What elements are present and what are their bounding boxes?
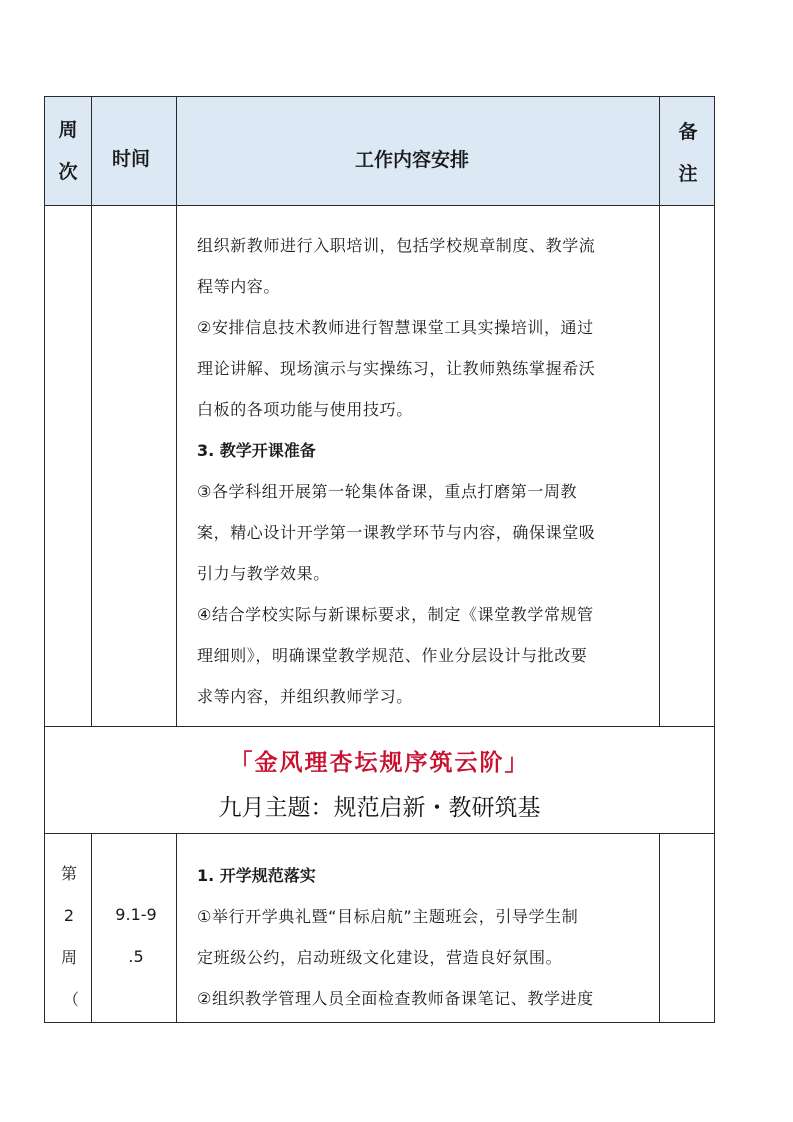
content-line: 理细则》，明确课堂教学规范、作业分层设计与批改要	[197, 646, 588, 665]
time-part: .5	[128, 947, 144, 966]
banner-theme: 九月主题：规范启新・教研筑基	[218, 795, 541, 821]
content-line: 理论讲解、现场演示与实操练习，让教师熟练掌握希沃	[197, 359, 596, 378]
time-part: 9.1-9	[115, 905, 157, 924]
row-divider	[45, 205, 714, 206]
row-divider	[45, 726, 714, 727]
content-line: ②组织教学管理人员全面检查教师备课笔记、教学进度	[197, 989, 594, 1008]
column-divider	[91, 833, 92, 1022]
content-line: 定班级公约，启动班级文化建设，营造良好氛围。	[197, 948, 563, 967]
column-divider	[91, 97, 92, 726]
content-line: 程等内容。	[197, 277, 281, 296]
time-cell	[101, 894, 171, 978]
content-line: ③各学科组开展第一轮集体备课，重点打磨第一周教	[197, 482, 578, 501]
content-line: ④结合学校实际与新课标要求，制定《课堂教学常规管	[197, 605, 594, 624]
content-line: 白板的各项功能与使用技巧。	[197, 400, 413, 419]
content-line: 组织新教师进行入职培训，包括学校规章制度、教学流	[197, 236, 596, 255]
week-cell	[59, 853, 79, 1021]
content-line: 求等内容，并组织教师学习。	[197, 687, 413, 706]
content-subheading: 3. 教学开课准备	[197, 441, 316, 460]
header-week-char: 周	[58, 119, 78, 141]
content-block-2	[197, 855, 667, 1019]
content-subheading: 1. 开学规范落实	[197, 866, 316, 885]
content-line: ②安排信息技术教师进行智慧课堂工具实操培训，通过	[197, 318, 594, 337]
header-note-char: 备	[678, 121, 698, 143]
row-divider	[45, 833, 714, 834]
content-block-1	[197, 225, 667, 717]
column-divider	[176, 97, 177, 726]
plan-table	[44, 96, 715, 1023]
week-char: 第	[60, 864, 77, 883]
week-char: （	[62, 990, 79, 1009]
week-char: 2	[63, 906, 75, 925]
content-line: 引力与教学效果。	[197, 564, 330, 583]
header-time: 时间	[112, 148, 151, 170]
content-line: 案，精心设计开学第一课教学环节与内容，确保课堂吸	[197, 523, 596, 542]
banner-slogan: 「金风理杏坛规序筑云阶」	[229, 749, 530, 776]
header-week-char: 次	[58, 161, 78, 183]
header-content: 工作内容安排	[355, 149, 470, 171]
header-note-char: 注	[678, 163, 698, 185]
week-char: 周	[60, 948, 77, 967]
column-divider	[176, 833, 177, 1022]
header-week	[56, 109, 80, 193]
header-note	[676, 111, 700, 195]
content-line: ①举行开学典礼暨“目标启航”主题班会，引导学生制	[197, 907, 579, 926]
